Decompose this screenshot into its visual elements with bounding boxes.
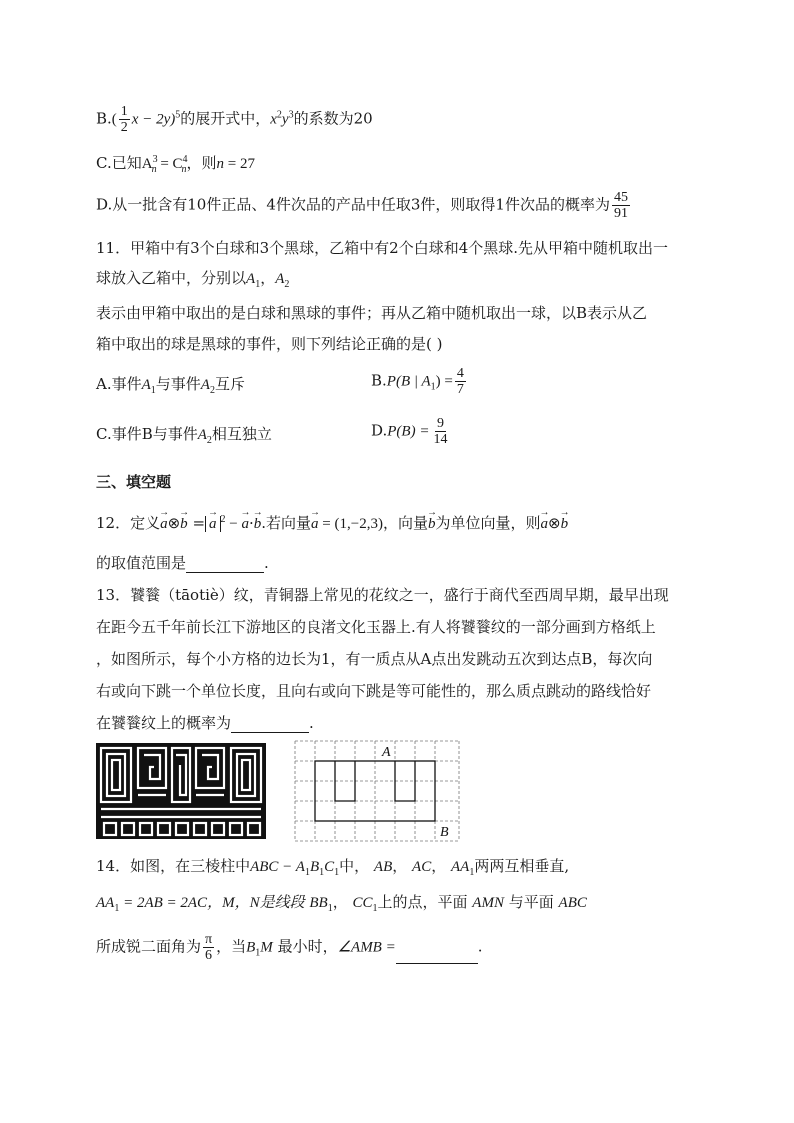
q11-option-b: B.P(B | $A_1$) = $\frac{4}{7}$ bbox=[371, 366, 464, 397]
fraction: $\frac{45}{91}$ bbox=[613, 190, 628, 221]
q13-line2: 在距今五千年前长江下游地区的良渚文化玉器上.有人将饕餮纹的一部分画到方格纸上 bbox=[96, 618, 656, 636]
answer-blank[interactable] bbox=[186, 558, 264, 573]
q14-line1: 14．如图，在三棱柱中ABC − $A_1B_1C_1$中， AB， AC， $AA_1$两两互相垂直, bbox=[96, 857, 570, 878]
q11-line4: 箱中取出的球是黑球的事件，则下列结论正确的是( ) bbox=[96, 335, 443, 353]
label-a: A bbox=[382, 745, 391, 760]
q13-line3: ，如图所示，每个小方格的边长为1，有一质点从A点出发跳动五次到达点B，每次向 bbox=[96, 650, 653, 668]
q12-line2: 的取值范围是 . bbox=[96, 554, 269, 572]
answer-blank[interactable] bbox=[396, 949, 478, 964]
q11-line2: 球放入乙箱中，分别以$A_1$，$A_2$ bbox=[96, 269, 290, 290]
q11-option-c: C.事件B与事件$A_2$相互独立 bbox=[96, 425, 272, 446]
grid-figure bbox=[294, 740, 460, 842]
q11-option-a: A.事件$A_1$与事件$A_2$互斥 bbox=[96, 375, 245, 396]
fraction: $\frac{\pi}{6}$ bbox=[205, 932, 213, 963]
section-heading: 三、填空题 bbox=[96, 473, 172, 491]
q11-option-d: D.P(B) = $\frac{9}{14}$ bbox=[371, 416, 448, 447]
option-d: D.从一批含有10件正品、4件次品的产品中任取3件，则取得1件次品的概率为 $\frac{45}{91}$ bbox=[96, 190, 628, 221]
q13-line1: 13．饕餮（tāotiè）纹，青铜器上常见的花纹之一，盛行于商代至西周早期，最早出现 bbox=[96, 586, 669, 604]
fraction: $\frac{1}{2}$ bbox=[120, 104, 128, 135]
q13-line4: 右或向下跳一个单位长度，且向右或向下跳是等可能性的，那么质点跳动的路线恰好 bbox=[96, 682, 652, 700]
label-b: B bbox=[440, 825, 449, 840]
q14-line2: $AA_1 = 2AB = 2AC$，M，N是线段 $BB_1$， $CC_1$上的点，平面 AMN 与平面 ABC bbox=[96, 893, 587, 914]
taotie-pattern-image bbox=[96, 743, 266, 839]
option-b: B.( $\frac{1}{2}$ x − 2y)$^5$的展开式中，$x^2y^3$的系数为20 bbox=[96, 104, 373, 135]
q11-line3: 表示由甲箱中取出的是白球和黑球的事件；再从乙箱中随机取出一球，以B表示从乙 bbox=[96, 304, 648, 322]
fraction: $\frac{9}{14}$ bbox=[433, 416, 448, 447]
fraction: $\frac{4}{7}$ bbox=[456, 366, 464, 397]
q14-line3: 所成锐二面角为 $\frac{\pi}{6}$ ，当$B_1M$ 最小时，∠AMB = . bbox=[96, 932, 483, 963]
q13-line5: 在饕餮纹上的概率为 . bbox=[96, 714, 314, 732]
answer-blank[interactable] bbox=[231, 718, 309, 733]
q12-line1: 12．定义→ a⊗→ b =→ a $^2$ − → a·→ b.若向量→ a = (1,−2,3)，向量→ b为单位向量，则→ a⊗→ b bbox=[96, 510, 568, 534]
option-c: C.已知$A^3_n = C^4_n$，则n = 27 bbox=[96, 154, 256, 175]
q11-line1: 11．甲箱中有3个白球和3个黑球，乙箱中有2个白球和4个黑球.先从甲箱中随机取出一 bbox=[96, 239, 669, 257]
